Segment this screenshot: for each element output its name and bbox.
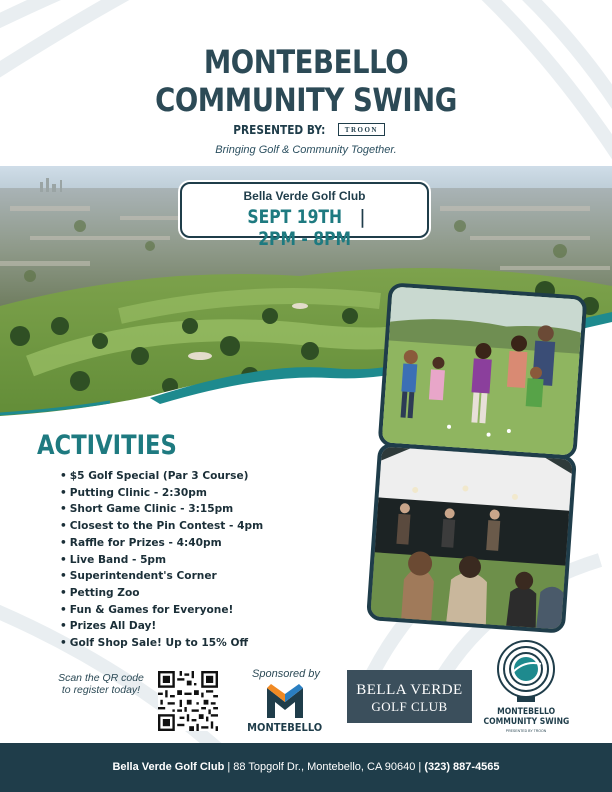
event-date: SEPT 19TH	[247, 206, 343, 228]
event-title-line2: COMMUNITY SWING	[155, 81, 457, 119]
montebello-m-logo-icon	[263, 684, 307, 720]
activity-item: • Closest to the Pin Contest - 4pm	[60, 518, 263, 535]
community-swing-logo-presented: PRESENTED BY TROON	[505, 729, 547, 733]
scan-line2: to register today!	[61, 684, 141, 696]
activity-item: • Prizes All Day!	[60, 618, 263, 635]
event-venue: Bella Verde Golf Club	[243, 189, 366, 203]
activity-item: • Golf Shop Sale! Up to 15% Off	[60, 635, 263, 652]
activity-item: • Live Band - 5pm	[60, 552, 263, 569]
event-time: 2PM - 8PM	[258, 228, 351, 250]
event-title-line1: MONTEBELLO	[203, 43, 409, 81]
registration-qr-code[interactable]	[158, 671, 218, 731]
activity-item: • $5 Golf Special (Par 3 Course)	[60, 468, 263, 485]
activity-item: • Putting Clinic - 2:30pm	[60, 485, 263, 502]
bella-verde-logo	[347, 670, 472, 723]
sponsored-by-label: Sponsored by	[252, 668, 320, 680]
footer-bar	[0, 743, 612, 792]
activity-item: • Short Game Clinic - 3:15pm	[60, 501, 263, 518]
activities-list	[60, 468, 263, 652]
montebello-logo-label: MONTEBELLO	[247, 721, 323, 734]
event-date-time	[182, 206, 427, 250]
footer-address: 88 Topgolf Dr., Montebello, CA 90640	[233, 761, 416, 773]
troon-logo: TROON	[338, 123, 385, 136]
scan-qr-note	[40, 672, 162, 696]
scan-line1: Scan the QR code	[58, 672, 144, 684]
community-swing-logo-line1-text: MONTEBELLO	[496, 707, 555, 717]
activity-item: • Raffle for Prizes - 4:40pm	[60, 535, 263, 552]
activities-heading: ACTIVITIES	[37, 430, 177, 461]
presented-by	[0, 122, 612, 137]
community-swing-logo-line2-text: COMMUNITY SWING	[483, 717, 569, 727]
footer-divider: |	[418, 761, 422, 773]
activity-item: • Fun & Games for Everyone!	[60, 602, 263, 619]
event-separator: |	[359, 206, 366, 228]
event-info-box	[180, 182, 429, 250]
activity-item: • Petting Zoo	[60, 585, 263, 602]
tagline: Bringing Golf & Community Together.	[215, 144, 397, 156]
community-swing-logo-line1	[470, 707, 582, 717]
footer-venue: Bella Verde Golf Club	[112, 761, 225, 773]
community-swing-logo-line2	[470, 717, 582, 727]
activity-item: • Superintendent's Corner	[60, 568, 263, 585]
montebello-logo-text	[236, 721, 334, 734]
footer-phone[interactable]: (323) 887-4565	[424, 761, 500, 773]
bella-verde-logo-line1: BELLA VERDE	[356, 682, 463, 698]
live-band-photo	[366, 442, 577, 633]
presented-by-label: PRESENTED BY:	[233, 122, 326, 137]
community-swing-logo-icon	[495, 638, 557, 706]
footer-divider: |	[227, 761, 231, 773]
family-putting-photo	[378, 282, 588, 459]
bella-verde-logo-line2: GOLF CLUB	[371, 699, 448, 714]
